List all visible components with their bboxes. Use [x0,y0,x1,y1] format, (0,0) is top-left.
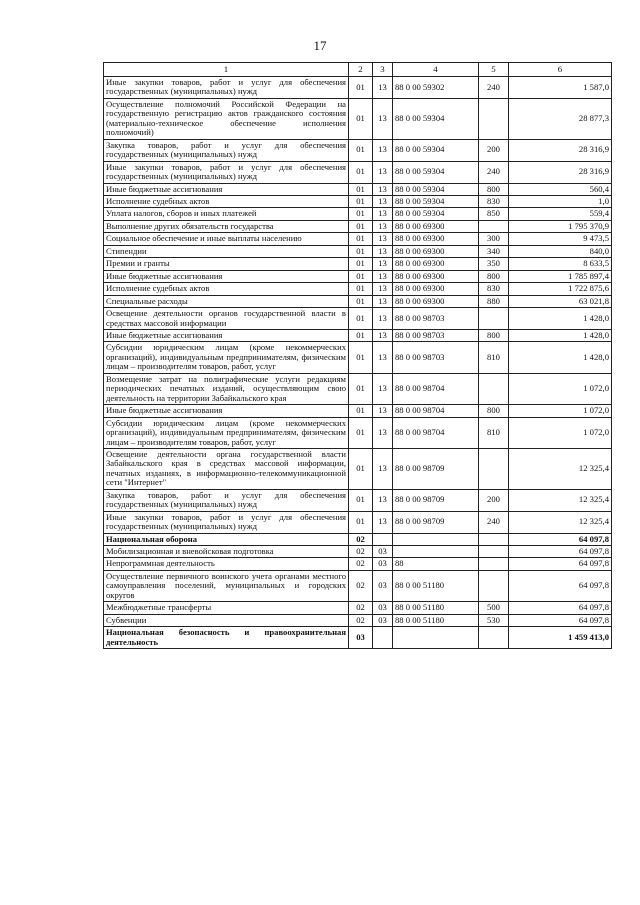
row-amount-cell: 12 325,4 [509,489,612,511]
row-amount-cell: 28 316,9 [509,139,612,161]
row-section-cell: 01 [349,258,373,270]
row-target-article-cell: 88 0 00 69300 [393,233,479,245]
row-target-article-cell: 88 [393,558,479,570]
row-section-cell: 01 [349,405,373,417]
row-name-cell: Иные закупки товаров, работ и услуг для обеспечения государственных (муниципальных) нужд [104,161,349,183]
row-amount-cell: 559,4 [509,208,612,220]
row-expense-type-cell [479,558,509,570]
budget-table [103,62,612,649]
table-row [104,98,612,139]
row-target-article-cell: 88 0 00 69300 [393,270,479,282]
row-subsection-cell: 13 [373,308,393,330]
row-subsection-cell: 13 [373,258,393,270]
row-amount-cell: 1 072,0 [509,417,612,448]
row-expense-type-cell: 830 [479,195,509,207]
row-target-article-cell: 88 0 00 59304 [393,98,479,139]
row-expense-type-cell: 800 [479,405,509,417]
row-target-article-cell: 88 0 00 98704 [393,405,479,417]
row-amount-cell: 12 325,4 [509,448,612,489]
row-subsection-cell: 03 [373,570,393,601]
row-section-cell: 03 [349,627,373,649]
column-header: 6 [509,63,612,77]
table-row [104,245,612,257]
row-section-cell: 02 [349,558,373,570]
row-name-cell: Социальное обеспечение и иные выплаты населению [104,233,349,245]
row-amount-cell: 64 097,8 [509,533,612,545]
row-expense-type-cell: 810 [479,342,509,373]
row-target-article-cell: 88 0 00 59304 [393,183,479,195]
column-header: 3 [373,63,393,77]
row-subsection-cell: 03 [373,614,393,626]
row-expense-type-cell [479,308,509,330]
row-section-cell: 01 [349,295,373,307]
row-name-cell: Субсидии юридическим лицам (кроме некоммерческих организаций), индивидуальным предпринимателям, физическим лицам – производителям товаров, работ, услуг [104,417,349,448]
row-subsection-cell: 13 [373,77,393,99]
row-expense-type-cell: 350 [479,258,509,270]
row-subsection-cell: 13 [373,195,393,207]
table-row [104,208,612,220]
row-name-cell: Выполнение других обязательств государства [104,220,349,232]
row-amount-cell: 64 097,8 [509,546,612,558]
row-target-article-cell: 88 0 00 98703 [393,308,479,330]
row-expense-type-cell: 830 [479,283,509,295]
row-subsection-cell: 03 [373,546,393,558]
row-expense-type-cell [479,98,509,139]
table-row [104,139,612,161]
row-section-cell: 01 [349,511,373,533]
row-expense-type-cell: 800 [479,270,509,282]
row-name-cell: Премии и гранты [104,258,349,270]
row-section-cell: 01 [349,417,373,448]
row-target-article-cell: 88 0 00 59304 [393,208,479,220]
row-amount-cell: 64 097,8 [509,570,612,601]
row-subsection-cell: 13 [373,139,393,161]
row-section-cell: 01 [349,270,373,282]
row-expense-type-cell [479,533,509,545]
row-target-article-cell: 88 0 00 59302 [393,77,479,99]
table-row [104,220,612,232]
row-amount-cell: 1 072,0 [509,373,612,404]
row-target-article-cell: 88 0 00 69300 [393,245,479,257]
table-row [104,489,612,511]
row-name-cell: Иные бюджетные ассигнования [104,270,349,282]
row-expense-type-cell [479,448,509,489]
table-row [104,627,612,649]
row-amount-cell: 28 877,3 [509,98,612,139]
column-header: 2 [349,63,373,77]
row-name-cell: Осуществление полномочий Российской Федерации на государственную регистрацию актов гражданского состояния (материально-техническое обеспечение исполнения полномочий) [104,98,349,139]
table-row [104,308,612,330]
row-name-cell: Субвенции [104,614,349,626]
row-amount-cell: 64 097,8 [509,558,612,570]
row-subsection-cell: 13 [373,489,393,511]
row-target-article-cell: 88 0 00 51180 [393,614,479,626]
row-subsection-cell: 13 [373,417,393,448]
row-expense-type-cell: 340 [479,245,509,257]
row-name-cell: Национальная оборона [104,533,349,545]
table-header-row [104,63,612,77]
table-row [104,417,612,448]
row-amount-cell: 9 473,5 [509,233,612,245]
row-expense-type-cell: 200 [479,139,509,161]
row-name-cell: Освещение деятельности органа государственной власти Забайкальского края в средствах массовой информации, печатных изданиях, в информационно-телекоммуникационной сети "Интернет" [104,448,349,489]
table-row [104,405,612,417]
row-amount-cell: 64 097,8 [509,614,612,626]
row-target-article-cell: 88 0 00 98703 [393,329,479,341]
row-name-cell: Иные закупки товаров, работ и услуг для обеспечения государственных (муниципальных) нужд [104,77,349,99]
row-expense-type-cell [479,373,509,404]
row-expense-type-cell [479,627,509,649]
row-name-cell: Иные бюджетные ассигнования [104,183,349,195]
table-row [104,373,612,404]
row-expense-type-cell: 800 [479,183,509,195]
row-target-article-cell [393,533,479,545]
row-subsection-cell: 03 [373,602,393,614]
row-expense-type-cell [479,546,509,558]
table-row [104,233,612,245]
row-section-cell: 01 [349,233,373,245]
row-section-cell: 01 [349,161,373,183]
row-name-cell: Освещение деятельности органов государственной власти в средствах массовой информации [104,308,349,330]
column-header: 4 [393,63,479,77]
row-section-cell: 01 [349,195,373,207]
table-row [104,329,612,341]
row-name-cell: Закупка товаров, работ и услуг для обеспечения государственных (муниципальных) нужд [104,489,349,511]
row-expense-type-cell: 240 [479,77,509,99]
row-target-article-cell: 88 0 00 51180 [393,570,479,601]
row-target-article-cell: 88 0 00 69300 [393,258,479,270]
table-row [104,77,612,99]
row-target-article-cell: 88 0 00 51180 [393,602,479,614]
row-subsection-cell: 13 [373,283,393,295]
row-target-article-cell: 88 0 00 69300 [393,220,479,232]
row-amount-cell: 1 722 875,6 [509,283,612,295]
row-expense-type-cell: 530 [479,614,509,626]
row-section-cell: 01 [349,77,373,99]
row-name-cell: Мобилизационная и вневойсковая подготовка [104,546,349,558]
row-expense-type-cell: 810 [479,417,509,448]
row-subsection-cell: 03 [373,558,393,570]
row-section-cell: 01 [349,308,373,330]
row-section-cell: 02 [349,533,373,545]
row-amount-cell: 1 072,0 [509,405,612,417]
row-amount-cell: 8 633,5 [509,258,612,270]
row-target-article-cell: 88 0 00 69300 [393,283,479,295]
row-expense-type-cell: 500 [479,602,509,614]
row-section-cell: 01 [349,139,373,161]
row-subsection-cell: 13 [373,245,393,257]
row-target-article-cell: 88 0 00 59304 [393,161,479,183]
row-section-cell: 02 [349,546,373,558]
row-amount-cell: 64 097,8 [509,602,612,614]
row-target-article-cell: 88 0 00 98709 [393,448,479,489]
row-amount-cell: 12 325,4 [509,511,612,533]
row-section-cell: 02 [349,602,373,614]
row-name-cell: Иные бюджетные ассигнования [104,405,349,417]
row-target-article-cell: 88 0 00 98704 [393,417,479,448]
row-amount-cell: 1 587,0 [509,77,612,99]
table-row [104,270,612,282]
row-subsection-cell: 13 [373,98,393,139]
row-subsection-cell: 13 [373,233,393,245]
row-name-cell: Иные закупки товаров, работ и услуг для обеспечения государственных (муниципальных) нужд [104,511,349,533]
row-target-article-cell [393,546,479,558]
row-expense-type-cell [479,220,509,232]
row-section-cell: 01 [349,208,373,220]
row-amount-cell: 1 459 413,0 [509,627,612,649]
row-name-cell: Исполнение судебных актов [104,195,349,207]
row-amount-cell: 63 021,8 [509,295,612,307]
row-expense-type-cell [479,570,509,601]
table-row [104,546,612,558]
row-target-article-cell [393,627,479,649]
row-expense-type-cell: 800 [479,329,509,341]
row-section-cell: 01 [349,373,373,404]
row-section-cell: 01 [349,220,373,232]
row-name-cell: Иные бюджетные ассигнования [104,329,349,341]
table-row [104,161,612,183]
page-number: 17 [313,38,327,53]
row-section-cell: 01 [349,98,373,139]
row-target-article-cell: 88 0 00 98703 [393,342,479,373]
row-name-cell: Национальная безопасность и правоохранительная деятельность [104,627,349,649]
row-section-cell: 01 [349,245,373,257]
row-subsection-cell: 13 [373,373,393,404]
row-section-cell: 02 [349,614,373,626]
row-section-cell: 02 [349,570,373,601]
table-row [104,448,612,489]
row-amount-cell: 1 795 370,9 [509,220,612,232]
row-amount-cell: 1 785 897,4 [509,270,612,282]
table-row [104,295,612,307]
table-row [104,258,612,270]
row-amount-cell: 1 428,0 [509,308,612,330]
table-row [104,570,612,601]
row-expense-type-cell: 240 [479,161,509,183]
row-subsection-cell: 13 [373,183,393,195]
row-name-cell: Специальные расходы [104,295,349,307]
row-section-cell: 01 [349,183,373,195]
row-subsection-cell: 13 [373,405,393,417]
row-name-cell: Стипендии [104,245,349,257]
row-expense-type-cell: 880 [479,295,509,307]
row-target-article-cell: 88 0 00 98709 [393,511,479,533]
row-subsection-cell: 13 [373,161,393,183]
row-amount-cell: 1 428,0 [509,342,612,373]
table-row [104,283,612,295]
table-row [104,342,612,373]
row-target-article-cell: 88 0 00 69300 [393,295,479,307]
table-row [104,511,612,533]
row-amount-cell: 560,4 [509,183,612,195]
row-section-cell: 01 [349,283,373,295]
row-name-cell: Возмещение затрат на полиграфические услуги редакциям периодических печатных изданий, осуществляющим свою деятельность на территории Забайкальского края [104,373,349,404]
row-subsection-cell: 13 [373,342,393,373]
row-subsection-cell [373,533,393,545]
table-row [104,195,612,207]
table-row [104,614,612,626]
row-subsection-cell: 13 [373,270,393,282]
row-amount-cell: 1,0 [509,195,612,207]
row-name-cell: Непрограммная деятельность [104,558,349,570]
row-section-cell: 01 [349,489,373,511]
row-section-cell: 01 [349,448,373,489]
table-body [104,77,612,649]
table-row [104,183,612,195]
row-section-cell: 01 [349,329,373,341]
row-subsection-cell: 13 [373,208,393,220]
row-expense-type-cell: 240 [479,511,509,533]
row-target-article-cell: 88 0 00 98709 [393,489,479,511]
table-row [104,602,612,614]
row-expense-type-cell: 200 [479,489,509,511]
row-name-cell: Межбюджетные трансферты [104,602,349,614]
row-subsection-cell [373,627,393,649]
row-amount-cell: 840,0 [509,245,612,257]
row-amount-cell: 28 316,9 [509,161,612,183]
row-subsection-cell: 13 [373,295,393,307]
row-expense-type-cell: 850 [479,208,509,220]
row-name-cell: Исполнение судебных актов [104,283,349,295]
column-header: 1 [104,63,349,77]
row-target-article-cell: 88 0 00 98704 [393,373,479,404]
row-name-cell: Осуществление первичного воинского учета органами местного самоуправления поселений, муниципальных и городских округов [104,570,349,601]
column-header: 5 [479,63,509,77]
row-subsection-cell: 13 [373,220,393,232]
row-amount-cell: 1 428,0 [509,329,612,341]
row-target-article-cell: 88 0 00 59304 [393,195,479,207]
row-section-cell: 01 [349,342,373,373]
row-subsection-cell: 13 [373,448,393,489]
table-row [104,558,612,570]
row-name-cell: Уплата налогов, сборов и иных платежей [104,208,349,220]
row-name-cell: Субсидии юридическим лицам (кроме некоммерческих организаций), индивидуальным предпринимателям, физическим лицам – производителям товаров, работ, услуг [104,342,349,373]
table-row [104,533,612,545]
row-subsection-cell: 13 [373,511,393,533]
row-subsection-cell: 13 [373,329,393,341]
row-target-article-cell: 88 0 00 59304 [393,139,479,161]
row-name-cell: Закупка товаров, работ и услуг для обеспечения государственных (муниципальных) нужд [104,139,349,161]
row-expense-type-cell: 300 [479,233,509,245]
